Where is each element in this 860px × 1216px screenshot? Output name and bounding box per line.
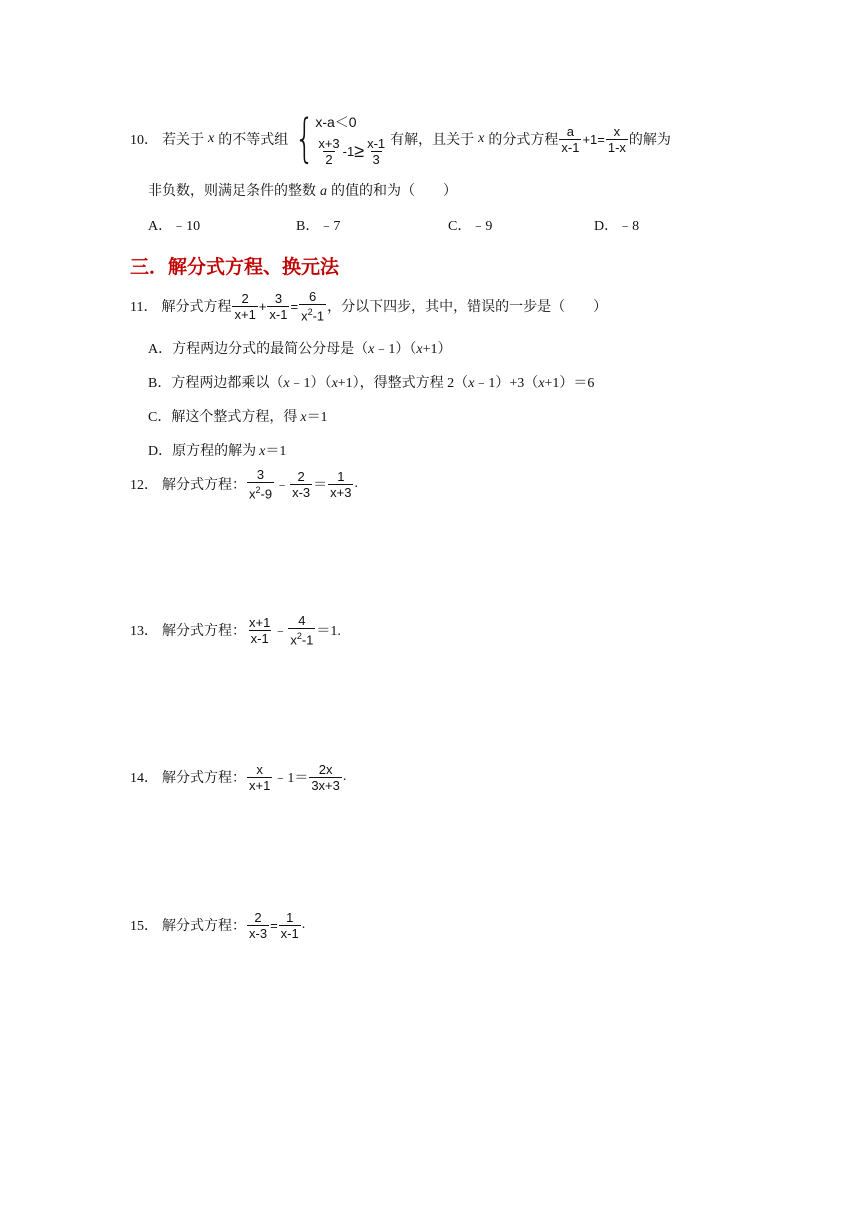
equation-fraction-2: $\frac{x}{1-x}$	[607, 123, 626, 155]
option-c: C．﹣9	[448, 219, 493, 234]
section-heading: 三．解分式方程、换元法	[130, 256, 340, 278]
question-14: 14． 解分式方程： $\frac{x}{x+1}$ ﹣1＝ $\frac{2x}{3x+3}$ .	[130, 761, 347, 793]
question-number: 10．	[130, 133, 158, 148]
question-10-line2: 非负数，则满足条件的整数 a 的值的和为（ ）	[148, 184, 457, 199]
option-d: D．原方程的解为 x＝1	[148, 444, 287, 459]
question-15: 15． 解分式方程： $\frac{2}{x-3}$ = $\frac{1}{x-1}$ .	[130, 909, 306, 941]
inequality-system	[315, 112, 388, 167]
question-11: 11． 解分式方程 $\frac{2}{x+1}$ + $\frac{3}{x-1}$ = $\frac{6}{x^2-1}$ ，分以下四步，其中，错误的一步是（ ）	[130, 288, 608, 324]
option-a: A．﹣10	[148, 219, 201, 234]
option-a: A．方程两边分式的最简公分母是（x﹣1）（x+1）	[148, 342, 452, 357]
option-b: B．﹣7	[296, 219, 341, 234]
inequality-2: $\frac{x+3}{2}$ -1 ≥ $\frac{x-1}{3}$	[318, 135, 386, 167]
question-13: 13． 解分式方程： $\frac{x+1}{x-1}$ ﹣ $\frac{4}{x^2-1}$ ＝1.	[130, 612, 341, 648]
option-c: C．解这个整式方程，得 x＝1	[148, 410, 328, 425]
question-12: 12． 解分式方程： $\frac{3}{x^2-9}$ ﹣ $\frac{2}{x-3}$ ＝ $\frac{1}{x+3}$ .	[130, 466, 358, 502]
inequality-1: x-a＜0	[315, 113, 357, 130]
question-10-line1: 10． 若关于 x 的不等式组 { x-a＜0 $\frac{x+3}{2}$ -1 ≥ $\frac{x-1}{3}$ 有解，且关于 x 的分式方程 $\frac{a}{x-1}$ +1= $\frac{x}{1-x}$ 的解为	[130, 109, 671, 169]
option-b: B．方程两边都乘以（x﹣1）（x+1），得整式方程 2（x﹣1）+3（x+1）＝6	[148, 376, 595, 391]
system-brace: {	[294, 109, 315, 169]
option-d: D．﹣8	[594, 219, 640, 234]
equation-fraction-1: $\frac{a}{x-1}$	[561, 123, 580, 155]
